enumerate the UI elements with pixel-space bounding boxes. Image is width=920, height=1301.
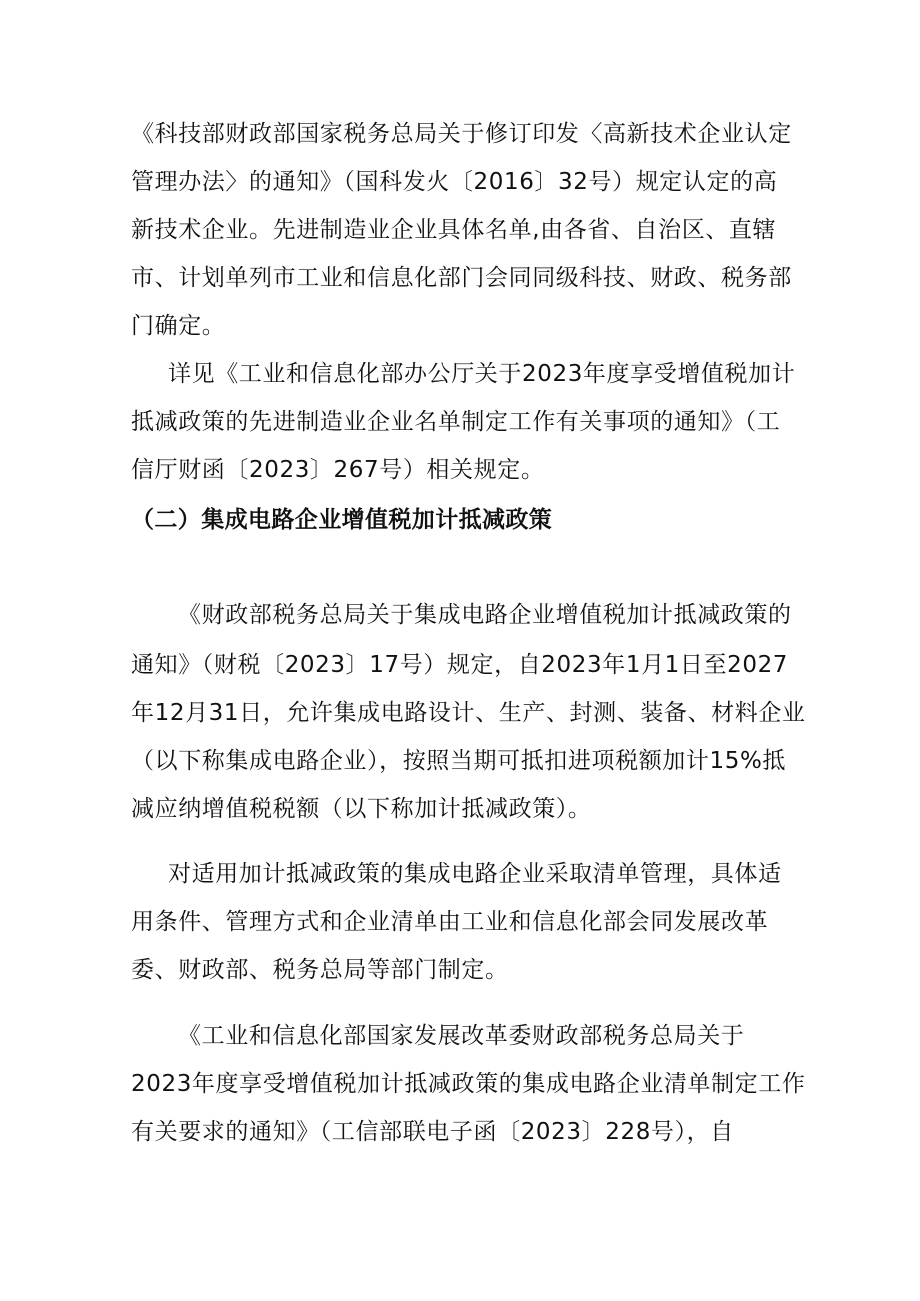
paragraph-line: 抵减政策的先进制造业企业名单制定工作有关事项的通知》（工 [131, 409, 781, 435]
paragraph-line: 用条件、管理方式和企业清单由工业和信息化部会同发展改革 [131, 909, 769, 935]
paragraph-line: 门确定。 [131, 313, 226, 339]
paragraph-line: 通知》（财税〔2023〕17号）规定，自2023年1月1日至2027 [131, 652, 789, 678]
paragraph-line: 新技术企业。先进制造业企业具体名单,由各省、自治区、直辖 [131, 217, 777, 243]
paragraph-line: 年12月31日，允许集成电路设计、生产、封测、装备、材料企业 [131, 700, 806, 726]
section-heading: （二）集成电路企业增值税加计抵减政策 [131, 507, 553, 533]
paragraph-line: 市、计划单列市工业和信息化部门会同同级科技、财政、税务部 [131, 265, 792, 291]
paragraph-line: 有关要求的通知》（工信部联电子函〔2023〕228号），自 [131, 1119, 734, 1145]
paragraph-line: 减应纳增值税税额（以下称加计抵减政策）。 [131, 796, 592, 822]
paragraph-line: 对适用加计抵减政策的集成电路企业采取清单管理，具体适 [168, 861, 782, 887]
paragraph-line: 《科技部财政部国家税务总局关于修订印发〈高新技术企业认定 [131, 121, 792, 147]
paragraph-line: 2023年度享受增值税加计抵减政策的集成电路企业清单制定工作 [131, 1071, 806, 1097]
paragraph-line: 委、财政部、税务总局等部门制定。 [131, 957, 509, 983]
paragraph-line: 管理办法〉的通知》（国科发火〔2016〕32号）规定认定的高 [131, 169, 778, 195]
paragraph-line: （以下称集成电路企业），按照当期可抵扣进项税额加计15%抵 [131, 748, 787, 774]
paragraph-line: 信厅财函〔2023〕267号）相关规定。 [131, 457, 545, 483]
paragraph-line: 详见《工业和信息化部办公厅关于2023年度享受增值税加计 [168, 361, 796, 387]
paragraph-line: 《财政部税务总局关于集成电路企业增值税加计抵减政策的 [178, 602, 792, 628]
paragraph-line: 《工业和信息化部国家发展改革委财政部税务总局关于 [178, 1023, 745, 1049]
